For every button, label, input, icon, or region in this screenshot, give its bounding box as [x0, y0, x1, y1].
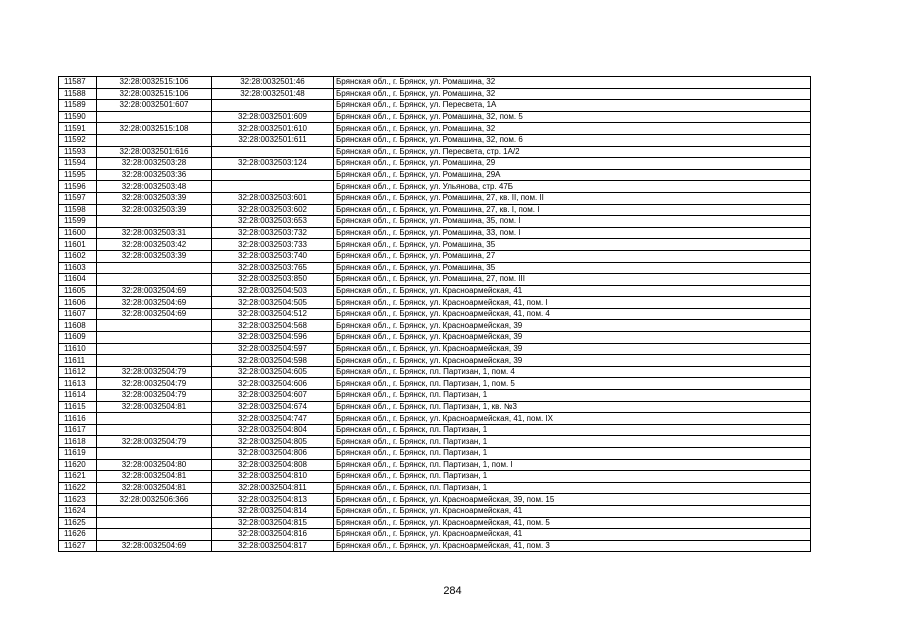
parcel-number-cell: 32:28:0032501:607 — [97, 100, 212, 112]
table-row — [59, 390, 811, 402]
row-number-cell: 11616 — [59, 413, 97, 425]
table-row — [59, 448, 811, 460]
parcel-number-cell — [97, 424, 212, 436]
table-row — [59, 424, 811, 436]
row-number-cell: 11604 — [59, 274, 97, 286]
parcel-number-cell: 32:28:0032503:31 — [97, 227, 212, 239]
row-number-cell: 11600 — [59, 227, 97, 239]
cadastral-number-cell: 32:28:0032504:505 — [212, 297, 334, 309]
row-number-cell: 11605 — [59, 285, 97, 297]
address-cell: Брянская обл., г. Брянск, пл. Партизан, 1, пом. 4 — [334, 366, 811, 378]
property-table — [58, 76, 811, 552]
table-row — [59, 378, 811, 390]
parcel-number-cell: 32:28:0032504:79 — [97, 366, 212, 378]
row-number-cell: 11625 — [59, 517, 97, 529]
address-cell: Брянская обл., г. Брянск, пл. Партизан, 1, кв. №3 — [334, 401, 811, 413]
cadastral-number-cell: 32:28:0032504:811 — [212, 482, 334, 494]
row-number-cell: 11591 — [59, 123, 97, 135]
table-row — [59, 227, 811, 239]
table-row — [59, 308, 811, 320]
table-row — [59, 100, 811, 112]
table-row — [59, 146, 811, 158]
table-row — [59, 366, 811, 378]
table-row — [59, 274, 811, 286]
table-row — [59, 192, 811, 204]
cadastral-number-cell: 32:28:0032504:607 — [212, 390, 334, 402]
row-number-cell: 11601 — [59, 239, 97, 251]
table-row — [59, 459, 811, 471]
parcel-number-cell — [97, 517, 212, 529]
row-number-cell: 11627 — [59, 540, 97, 552]
table-row — [59, 413, 811, 425]
row-number-cell: 11596 — [59, 181, 97, 193]
parcel-number-cell — [97, 111, 212, 123]
table-row — [59, 250, 811, 262]
table-row — [59, 88, 811, 100]
row-number-cell: 11610 — [59, 343, 97, 355]
table-row — [59, 123, 811, 135]
table-row — [59, 158, 811, 170]
cadastral-number-cell: 32:28:0032504:815 — [212, 517, 334, 529]
address-cell: Брянская обл., г. Брянск, ул. Ромашина, 27 — [334, 250, 811, 262]
address-cell: Брянская обл., г. Брянск, ул. Ромашина, 32 — [334, 77, 811, 89]
cadastral-number-cell: 32:28:0032504:813 — [212, 494, 334, 506]
cadastral-number-cell: 32:28:0032504:503 — [212, 285, 334, 297]
table-row — [59, 494, 811, 506]
address-cell: Брянская обл., г. Брянск, ул. Пересвета, 1А — [334, 100, 811, 112]
parcel-number-cell: 32:28:0032504:79 — [97, 390, 212, 402]
cadastral-number-cell: 32:28:0032501:611 — [212, 134, 334, 146]
address-cell: Брянская обл., г. Брянск, пл. Партизан, 1 — [334, 471, 811, 483]
cadastral-number-cell: 32:28:0032504:817 — [212, 540, 334, 552]
parcel-number-cell — [97, 262, 212, 274]
address-cell: Брянская обл., г. Брянск, ул. Ромашина, 33, пом. I — [334, 227, 811, 239]
cadastral-number-cell: 32:28:0032504:814 — [212, 505, 334, 517]
parcel-number-cell: 32:28:0032504:79 — [97, 378, 212, 390]
row-number-cell: 11598 — [59, 204, 97, 216]
row-number-cell: 11593 — [59, 146, 97, 158]
parcel-number-cell: 32:28:0032503:48 — [97, 181, 212, 193]
address-cell: Брянская обл., г. Брянск, ул. Красноармейская, 41 — [334, 285, 811, 297]
address-cell: Брянская обл., г. Брянск, пл. Партизан, 1 — [334, 390, 811, 402]
address-cell: Брянская обл., г. Брянск, ул. Ромашина, 32 — [334, 88, 811, 100]
row-number-cell: 11588 — [59, 88, 97, 100]
table-row — [59, 482, 811, 494]
table-row — [59, 169, 811, 181]
parcel-number-cell: 32:28:0032503:39 — [97, 250, 212, 262]
address-cell: Брянская обл., г. Брянск, ул. Красноармейская, 41, пом. 4 — [334, 308, 811, 320]
address-cell: Брянская обл., г. Брянск, ул. Красноармейская, 41, пом. IX — [334, 413, 811, 425]
cadastral-number-cell — [212, 146, 334, 158]
cadastral-number-cell: 32:28:0032503:602 — [212, 204, 334, 216]
parcel-number-cell: 32:28:0032515:106 — [97, 77, 212, 89]
row-number-cell: 11609 — [59, 332, 97, 344]
row-number-cell: 11623 — [59, 494, 97, 506]
parcel-number-cell — [97, 448, 212, 460]
address-cell: Брянская обл., г. Брянск, ул. Красноармейская, 39, пом. 15 — [334, 494, 811, 506]
table-row — [59, 239, 811, 251]
row-number-cell: 11622 — [59, 482, 97, 494]
cadastral-number-cell: 32:28:0032503:733 — [212, 239, 334, 251]
row-number-cell: 11626 — [59, 529, 97, 541]
row-number-cell: 11613 — [59, 378, 97, 390]
cadastral-number-cell: 32:28:0032501:609 — [212, 111, 334, 123]
table-row — [59, 332, 811, 344]
cadastral-number-cell: 32:28:0032501:48 — [212, 88, 334, 100]
row-number-cell: 11602 — [59, 250, 97, 262]
address-cell: Брянская обл., г. Брянск, ул. Ромашина, 29А — [334, 169, 811, 181]
cadastral-number-cell: 32:28:0032503:740 — [212, 250, 334, 262]
table-row — [59, 540, 811, 552]
row-number-cell: 11620 — [59, 459, 97, 471]
parcel-number-cell: 32:28:0032515:108 — [97, 123, 212, 135]
row-number-cell: 11617 — [59, 424, 97, 436]
cadastral-number-cell: 32:28:0032504:674 — [212, 401, 334, 413]
parcel-number-cell: 32:28:0032503:28 — [97, 158, 212, 170]
address-cell: Брянская обл., г. Брянск, ул. Ромашина, 32, пом. 5 — [334, 111, 811, 123]
cadastral-number-cell — [212, 181, 334, 193]
address-cell: Брянская обл., г. Брянск, ул. Ромашина, 27, кв. I, пом. I — [334, 204, 811, 216]
parcel-number-cell: 32:28:0032503:42 — [97, 239, 212, 251]
parcel-number-cell — [97, 274, 212, 286]
cadastral-number-cell: 32:28:0032504:804 — [212, 424, 334, 436]
table-row — [59, 320, 811, 332]
row-number-cell: 11624 — [59, 505, 97, 517]
parcel-number-cell: 32:28:0032504:81 — [97, 482, 212, 494]
address-cell: Брянская обл., г. Брянск, пл. Партизан, 1 — [334, 448, 811, 460]
address-cell: Брянская обл., г. Брянск, ул. Ромашина, 29 — [334, 158, 811, 170]
cadastral-number-cell: 32:28:0032504:805 — [212, 436, 334, 448]
row-number-cell: 11589 — [59, 100, 97, 112]
address-cell: Брянская обл., г. Брянск, пл. Партизан, 1 — [334, 482, 811, 494]
cadastral-number-cell: 32:28:0032503:732 — [212, 227, 334, 239]
cadastral-number-cell: 32:28:0032504:605 — [212, 366, 334, 378]
row-number-cell: 11606 — [59, 297, 97, 309]
parcel-number-cell — [97, 505, 212, 517]
address-cell: Брянская обл., г. Брянск, ул. Красноармейская, 41 — [334, 529, 811, 541]
address-cell: Брянская обл., г. Брянск, ул. Красноармейская, 41, пом. I — [334, 297, 811, 309]
row-number-cell: 11595 — [59, 169, 97, 181]
row-number-cell: 11607 — [59, 308, 97, 320]
parcel-number-cell: 32:28:0032504:69 — [97, 308, 212, 320]
row-number-cell: 11590 — [59, 111, 97, 123]
address-cell: Брянская обл., г. Брянск, ул. Ромашина, 35, пом. I — [334, 216, 811, 228]
address-cell: Брянская обл., г. Брянск, ул. Красноармейская, 39 — [334, 332, 811, 344]
address-cell: Брянская обл., г. Брянск, пл. Партизан, 1 — [334, 436, 811, 448]
cadastral-number-cell: 32:28:0032504:568 — [212, 320, 334, 332]
table-row — [59, 471, 811, 483]
cadastral-number-cell: 32:28:0032504:808 — [212, 459, 334, 471]
row-number-cell: 11599 — [59, 216, 97, 228]
cadastral-number-cell: 32:28:0032501:610 — [212, 123, 334, 135]
parcel-number-cell — [97, 413, 212, 425]
address-cell: Брянская обл., г. Брянск, ул. Красноармейская, 39 — [334, 320, 811, 332]
parcel-number-cell: 32:28:0032503:36 — [97, 169, 212, 181]
cadastral-number-cell: 32:28:0032504:816 — [212, 529, 334, 541]
table-row — [59, 401, 811, 413]
table-row — [59, 297, 811, 309]
cadastral-number-cell: 32:28:0032503:850 — [212, 274, 334, 286]
table-row — [59, 134, 811, 146]
table-row — [59, 529, 811, 541]
cadastral-number-cell: 32:28:0032504:598 — [212, 355, 334, 367]
parcel-number-cell: 32:28:0032515:106 — [97, 88, 212, 100]
parcel-number-cell: 32:28:0032501:616 — [97, 146, 212, 158]
table-row — [59, 111, 811, 123]
parcel-number-cell: 32:28:0032503:39 — [97, 192, 212, 204]
parcel-number-cell: 32:28:0032503:39 — [97, 204, 212, 216]
address-cell: Брянская обл., г. Брянск, ул. Красноармейская, 41 — [334, 505, 811, 517]
cadastral-number-cell: 32:28:0032503:653 — [212, 216, 334, 228]
parcel-number-cell: 32:28:0032504:80 — [97, 459, 212, 471]
parcel-number-cell — [97, 355, 212, 367]
table-row — [59, 436, 811, 448]
parcel-number-cell — [97, 343, 212, 355]
address-cell: Брянская обл., г. Брянск, ул. Ромашина, 32, пом. 6 — [334, 134, 811, 146]
parcel-number-cell — [97, 320, 212, 332]
parcel-number-cell: 32:28:0032504:69 — [97, 297, 212, 309]
cadastral-number-cell — [212, 100, 334, 112]
cadastral-number-cell: 32:28:0032504:597 — [212, 343, 334, 355]
parcel-number-cell: 32:28:0032504:69 — [97, 540, 212, 552]
cadastral-number-cell: 32:28:0032504:747 — [212, 413, 334, 425]
cadastral-number-cell: 32:28:0032504:810 — [212, 471, 334, 483]
cadastral-number-cell: 32:28:0032504:806 — [212, 448, 334, 460]
page-number: 284 — [443, 585, 462, 597]
address-cell: Брянская обл., г. Брянск, пл. Партизан, 1 — [334, 424, 811, 436]
parcel-number-cell: 32:28:0032504:79 — [97, 436, 212, 448]
parcel-number-cell — [97, 332, 212, 344]
row-number-cell: 11615 — [59, 401, 97, 413]
cadastral-number-cell: 32:28:0032503:124 — [212, 158, 334, 170]
table-row — [59, 285, 811, 297]
table-body — [59, 77, 811, 552]
table-row — [59, 216, 811, 228]
table-row — [59, 343, 811, 355]
address-cell: Брянская обл., г. Брянск, пл. Партизан, 1, пом. 5 — [334, 378, 811, 390]
row-number-cell: 11612 — [59, 366, 97, 378]
address-cell: Брянская обл., г. Брянск, ул. Красноармейская, 39 — [334, 355, 811, 367]
table-row — [59, 181, 811, 193]
parcel-number-cell — [97, 529, 212, 541]
address-cell: Брянская обл., г. Брянск, ул. Ромашина, 35 — [334, 239, 811, 251]
table-row — [59, 204, 811, 216]
address-cell: Брянская обл., г. Брянск, ул. Красноармейская, 41, пом. 3 — [334, 540, 811, 552]
address-cell: Брянская обл., г. Брянск, ул. Красноармейская, 41, пом. 5 — [334, 517, 811, 529]
cadastral-number-cell — [212, 169, 334, 181]
table-row — [59, 517, 811, 529]
table-row — [59, 505, 811, 517]
cadastral-number-cell: 32:28:0032504:606 — [212, 378, 334, 390]
address-cell: Брянская обл., г. Брянск, ул. Ромашина, 27, пом. III — [334, 274, 811, 286]
row-number-cell: 11603 — [59, 262, 97, 274]
row-number-cell: 11592 — [59, 134, 97, 146]
parcel-number-cell: 32:28:0032504:69 — [97, 285, 212, 297]
row-number-cell: 11597 — [59, 192, 97, 204]
row-number-cell: 11608 — [59, 320, 97, 332]
cadastral-number-cell: 32:28:0032504:512 — [212, 308, 334, 320]
cadastral-number-cell: 32:28:0032504:596 — [212, 332, 334, 344]
row-number-cell: 11594 — [59, 158, 97, 170]
address-cell: Брянская обл., г. Брянск, ул. Ромашина, 32 — [334, 123, 811, 135]
row-number-cell: 11621 — [59, 471, 97, 483]
cadastral-number-cell: 32:28:0032503:601 — [212, 192, 334, 204]
address-cell: Брянская обл., г. Брянск, ул. Ромашина, 27, кв. II, пом. II — [334, 192, 811, 204]
parcel-number-cell: 32:28:0032504:81 — [97, 471, 212, 483]
address-cell: Брянская обл., г. Брянск, ул. Ульянова, стр. 47Б — [334, 181, 811, 193]
cadastral-number-cell: 32:28:0032501:46 — [212, 77, 334, 89]
table-row — [59, 262, 811, 274]
parcel-number-cell: 32:28:0032506:366 — [97, 494, 212, 506]
address-cell: Брянская обл., г. Брянск, пл. Партизан, 1, пом. I — [334, 459, 811, 471]
parcel-number-cell: 32:28:0032504:81 — [97, 401, 212, 413]
row-number-cell: 11618 — [59, 436, 97, 448]
row-number-cell: 11587 — [59, 77, 97, 89]
parcel-number-cell — [97, 134, 212, 146]
row-number-cell: 11614 — [59, 390, 97, 402]
table-row — [59, 355, 811, 367]
address-cell: Брянская обл., г. Брянск, ул. Ромашина, 35 — [334, 262, 811, 274]
address-cell: Брянская обл., г. Брянск, ул. Красноармейская, 39 — [334, 343, 811, 355]
cadastral-number-cell: 32:28:0032503:765 — [212, 262, 334, 274]
row-number-cell: 11611 — [59, 355, 97, 367]
table-row — [59, 77, 811, 89]
address-cell: Брянская обл., г. Брянск, ул. Пересвета, стр. 1А/2 — [334, 146, 811, 158]
row-number-cell: 11619 — [59, 448, 97, 460]
parcel-number-cell — [97, 216, 212, 228]
